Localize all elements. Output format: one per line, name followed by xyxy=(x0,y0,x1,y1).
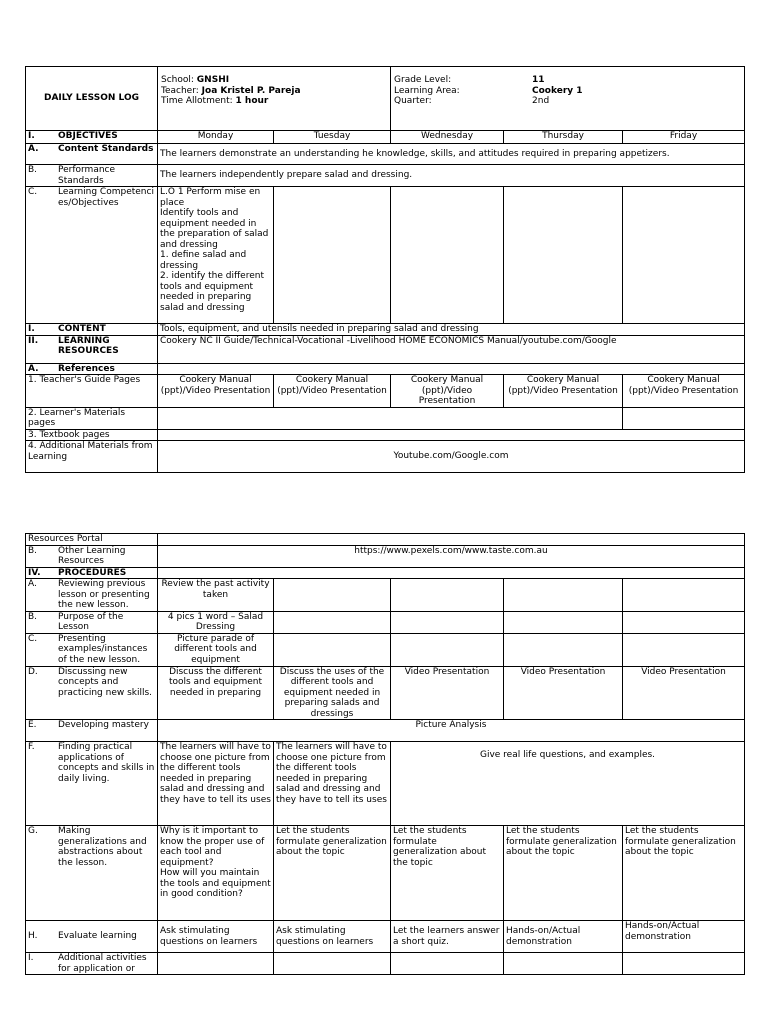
additional-materials-text: Youtube.com/Google.com xyxy=(158,441,745,473)
procedure-c-monday: Picture parade of different tools and equipment xyxy=(158,633,274,666)
procedures-heading: PROCEDURES xyxy=(58,567,127,578)
performance-standards-row: B. Performance Standards The learners independently prepare salad and dressing. xyxy=(26,165,745,187)
references-label: References xyxy=(58,363,115,374)
procedure-g-friday: Let the students formulate generalization about the topic xyxy=(623,826,745,921)
quarter: 2nd xyxy=(532,96,550,106)
learning-area: Cookery 1 xyxy=(532,85,583,96)
content-label: CONTENT xyxy=(58,324,106,334)
learning-resources-row: II. LEARNING RESOURCES Cookery NC II Guide/Technical-Vocational -Livelihood HOME ECONOMICS Manual/youtube.com/Google xyxy=(26,335,745,363)
day-monday: Monday xyxy=(158,131,274,144)
procedure-g-tuesday: Let the students formulate generalization about the topic xyxy=(274,826,391,921)
school-info: School: GNSHI Teacher: Joa Kristel P. Pareja Time Allotment: 1 hour xyxy=(158,67,391,131)
performance-standards-text: The learners independently prepare salad and dressing. xyxy=(158,165,745,187)
content-standards-row: A. Content Standards The learners demonstrate an understanding he knowledge, skills, and attitudes required in preparing appetizers. xyxy=(26,144,745,165)
day-wednesday: Wednesday xyxy=(391,131,504,144)
competencies-row: C. Learning Competencies/Objectives L.O 1 Perform mise en place Identify tools and equipment needed in the preparation of salad and dressing 1. define salad and dressing 2. identify the different tools and equipment needed in preparing salad and dressing xyxy=(26,187,745,324)
procedure-f-label: Finding practical applications of concepts and skills in daily living. xyxy=(58,742,155,784)
procedure-d-label: Discussing new concepts and practicing new skills. xyxy=(58,666,153,698)
procedure-b-monday: 4 pics 1 word – Salad Dressing xyxy=(158,611,274,633)
objectives-heading: OBJECTIVES xyxy=(58,131,118,141)
grade-level: 11 xyxy=(532,75,545,85)
teachers-guide-label: 1. Teacher's Guide Pages xyxy=(26,375,158,408)
procedure-b-label: Purpose of the Lesson xyxy=(58,611,124,632)
learners-materials-row xyxy=(26,407,745,429)
additional-materials-row xyxy=(26,441,745,473)
day-thursday: Thursday xyxy=(504,131,623,144)
content-text: Tools, equipment, and utensils needed in preparing salad and dressing xyxy=(158,324,745,336)
competencies-label: Learning Competencies/Objectives xyxy=(58,187,154,208)
procedure-h-row: H. Evaluate learning Ask stimulating questions on learners Ask stimulating questions on learners Let the learners answer a short quiz. Hands-on/Actual demonstration Hands-on/Actual demonstration xyxy=(26,921,745,953)
procedure-b-row: B. Purpose of the Lesson 4 pics 1 word – Salad Dressing xyxy=(26,611,745,633)
teachers-guide-row xyxy=(26,375,745,408)
additional-materials-label: 4. Additional Materials from Learning xyxy=(26,441,158,473)
procedure-a-label: Reviewing previous lesson or presenting the new lesson. xyxy=(58,579,150,610)
procedure-d-wednesday: Video Presentation xyxy=(391,666,504,720)
procedure-h-label: Evaluate learning xyxy=(58,931,137,942)
school-name: GNSHI xyxy=(196,75,230,85)
content-standards-label: Content Standards xyxy=(58,144,154,154)
procedure-f-monday: The learners will have to choose one picture from the different tools needed in preparing salad and dressing and they have to tell its uses xyxy=(158,742,274,826)
day-tuesday: Tuesday xyxy=(274,131,391,144)
teachers-guide-tuesday: Cookery Manual (ppt)/Video Presentation xyxy=(274,375,391,408)
teachers-guide-monday: Cookery Manual (ppt)/Video Presentation xyxy=(158,375,274,408)
content-row: I. CONTENT Tools, equipment, and utensils needed in preparing salad and dressing xyxy=(26,324,745,336)
procedure-d-monday: Discuss the different tools and equipment needed in preparing xyxy=(158,666,274,720)
procedure-f-tuesday: The learners will have to choose one picture from the different tools needed in preparing salad and dressing and they have to tell its uses xyxy=(274,742,391,826)
document-title: DAILY LESSON LOG xyxy=(26,67,158,131)
learners-materials-label: 2. Learner's Materials pages xyxy=(26,407,158,429)
procedure-g-label: Making generalizations and abstractions about the lesson. xyxy=(58,826,147,868)
resources-portal-row xyxy=(26,534,745,546)
procedure-a-monday: Review the past activity taken xyxy=(158,579,274,612)
textbook-label: 3. Textbook pages xyxy=(26,429,158,441)
other-resources-row: B. Other Learning Resources https://www.pexels.com/www.taste.com.au xyxy=(26,545,745,567)
procedure-e-text: Picture Analysis xyxy=(158,720,745,742)
learning-resources-label: LEARNING RESOURCES xyxy=(58,335,119,356)
teacher-name: Joa Kristel P. Pareja xyxy=(201,85,301,96)
procedure-h-monday: Ask stimulating questions on learners xyxy=(158,921,274,953)
procedure-c-row: C. Presenting examples/instances of the new lesson. Picture parade of different tools and equipment xyxy=(26,633,745,666)
procedure-g-row: G. Making generalizations and abstractions about the lesson. Why is it important to know the proper use of each tool and equipment? How will you maintain the tools and equipment in good condition? Let the students formulate generalization about the topic Let the students formulate generalization about the topic Let the students formulate generalization about the topic Let the students formulate generalization about the topic xyxy=(26,826,745,921)
performance-standards-label: Performance Standards xyxy=(58,165,116,186)
teachers-guide-wednesday: Cookery Manual (ppt)/Video Presentation xyxy=(391,375,504,408)
teachers-guide-thursday: Cookery Manual (ppt)/Video Presentation xyxy=(504,375,623,408)
procedure-e-row: E. Developing mastery Picture Analysis xyxy=(26,720,745,742)
lesson-log-table-page-1 xyxy=(25,66,745,473)
procedure-g-thursday: Let the students formulate generalization about the topic xyxy=(504,826,623,921)
procedure-d-friday: Video Presentation xyxy=(623,666,745,720)
procedure-i-label: Additional activities for application or xyxy=(58,953,147,974)
lesson-log-table-page-2 xyxy=(25,533,745,975)
other-resources-text: https://www.pexels.com/www.taste.com.au xyxy=(158,545,745,567)
objectives-row: I. OBJECTIVES Monday Tuesday Wednesday Thursday Friday xyxy=(26,131,745,144)
procedure-e-label: Developing mastery xyxy=(58,720,149,730)
additional-materials-label-continued: Resources Portal xyxy=(26,534,158,546)
other-resources-label: Other Learning Resources xyxy=(58,545,126,566)
procedure-g-wednesday: Let the students formulate generalization about the topic xyxy=(391,826,504,921)
procedures-row: IV. PROCEDURES xyxy=(26,567,745,579)
learning-resources-text: Cookery NC II Guide/Technical-Vocational -Livelihood HOME ECONOMICS Manual/youtube.com/Google xyxy=(158,335,745,363)
day-friday: Friday xyxy=(623,131,745,144)
procedure-f-rest: Give real life questions, and examples. xyxy=(391,742,745,826)
procedure-h-friday: Hands-on/Actual demonstration xyxy=(623,921,745,953)
procedure-c-label: Presenting examples/instances of the new lesson. xyxy=(58,633,148,665)
procedure-f-row: F. Finding practical applications of concepts and skills in daily living. The learners will have to choose one picture from the different tools needed in preparing salad and dressing and they have to tell its uses The learners will have to choose one picture from the different tools needed in preparing salad and dressing and they have to tell its uses Give real life questions, and examples. xyxy=(26,742,745,826)
procedure-i-row: I. Additional activities for application or xyxy=(26,953,745,975)
procedure-d-row: D. Discussing new concepts and practicing new skills. Discuss the different tools and equipment needed in preparing Discuss the uses of the different tools and equipment needed in preparing salads and dressings Video Presentation Video Presentation Video Presentation xyxy=(26,666,745,720)
teachers-guide-friday: Cookery Manual (ppt)/Video Presentation xyxy=(623,375,745,408)
procedure-g-monday: Why is it important to know the proper use of each tool and equipment? How will you maintain the tools and equipment in good condition? xyxy=(158,826,274,921)
procedure-h-tuesday: Ask stimulating questions on learners xyxy=(274,921,391,953)
procedure-d-tuesday: Discuss the uses of the different tools and equipment needed in preparing salads and dressings xyxy=(274,666,391,720)
procedure-h-thursday: Hands-on/Actual demonstration xyxy=(504,921,623,953)
procedure-a-row: A. Reviewing previous lesson or presenting the new lesson. Review the past activity taken xyxy=(26,579,745,612)
header-row xyxy=(26,67,745,131)
time-allotment: 1 hour xyxy=(235,96,269,106)
textbook-row xyxy=(26,429,745,441)
content-standards-text: The learners demonstrate an understanding he knowledge, skills, and attitudes required in preparing appetizers. xyxy=(158,144,745,165)
procedure-h-wednesday: Let the learners answer a short quiz. xyxy=(391,921,504,953)
competencies-monday: L.O 1 Perform mise en place Identify tools and equipment needed in the preparation of salad and dressing 1. define salad and dressing 2. identify the different tools and equipment needed in preparing salad and dressing xyxy=(158,187,274,324)
class-info: Grade Level: 11 Learning Area: Cookery 1 Quarter: 2nd xyxy=(391,67,745,131)
procedure-d-thursday: Video Presentation xyxy=(504,666,623,720)
references-row: A. References xyxy=(26,363,745,375)
